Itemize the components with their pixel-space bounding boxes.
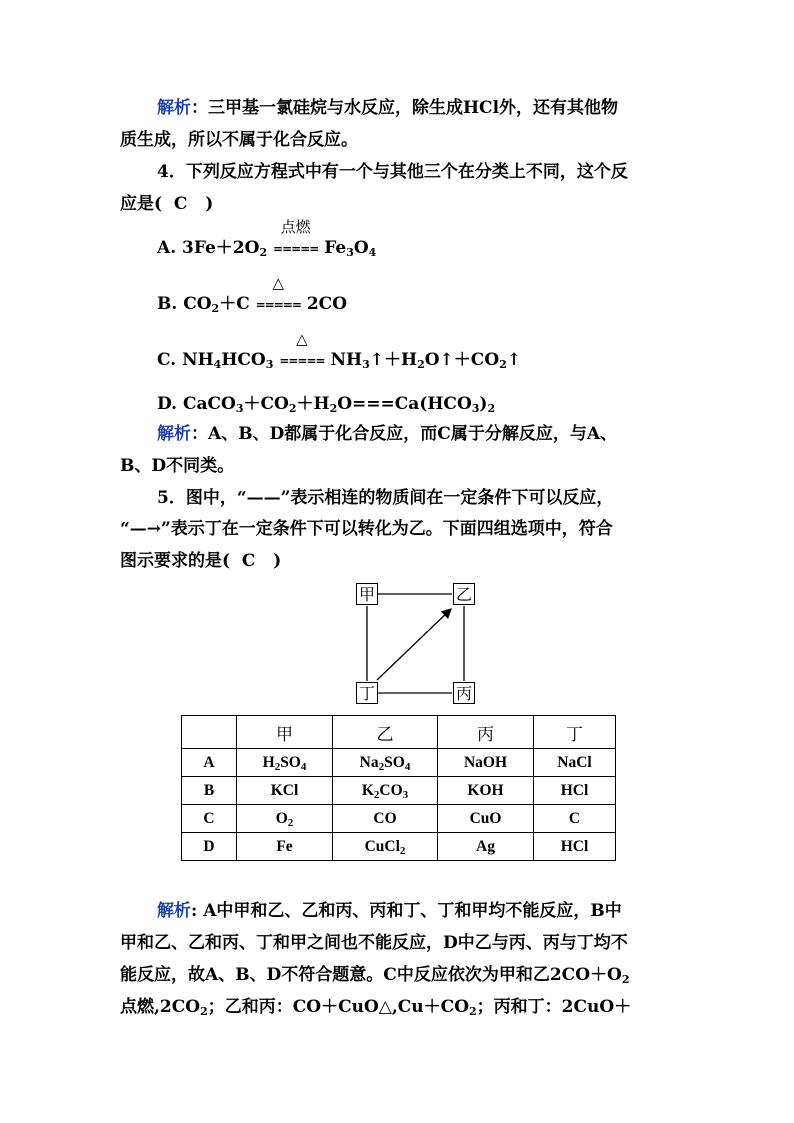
table-header-cell: 甲 (237, 716, 333, 749)
table-row: C $O_2$ CO CuO C (182, 805, 616, 833)
table-header-cell (182, 716, 237, 749)
table-header-cell: 丁 (534, 716, 616, 749)
analysis-label: 解析 (157, 424, 191, 444)
question-5-stem-cont: “—→”表示丁在一定条件下可以转化为乙。下面四组选项中，符合 (120, 519, 613, 539)
table-header-row (182, 716, 616, 749)
question-5-stem-cont2: 图示要求的是( C ) (120, 551, 282, 571)
table-row: A $H_2SO_4$ $Na_2SO_4$ NaOH NaCl (182, 749, 616, 777)
table-header-cell: 丙 (438, 716, 534, 749)
node-ding: 丁 (356, 682, 378, 704)
question-4-stem: 4．下列反应方程式中有一个与其他三个在分类上不同，这个反 (157, 162, 628, 182)
analysis-paragraph-1-cont: 质生成，所以不属于化合反应。 (120, 130, 358, 150)
options-table (181, 715, 616, 861)
table-header-cell: 乙 (333, 716, 438, 749)
analysis-paragraph-2: 解析：A、B、D都属于化合反应，而C属于分解反应，与A、 (157, 424, 618, 444)
option-a: A. $3Fe+2O_2$ 点燃 ===== $Fe_3O_4$ (157, 218, 377, 259)
reaction-condition: △ ===== (279, 330, 325, 368)
analysis-paragraph-3-cont: 甲和乙、乙和丙、丁和甲之间也不能反应，D中乙与丙、丙与丁均不 (120, 933, 628, 953)
analysis-paragraph-2-cont: B、D不同类。 (120, 456, 235, 476)
analysis-paragraph-3-cont2: 能反应，故A、B、D不符合题意。C中反应依次为甲和乙$2CO+O_2$ (120, 965, 630, 986)
reaction-condition: △ ===== (255, 274, 301, 312)
node-jia: 甲 (356, 583, 378, 605)
analysis-label: 解析 (157, 98, 191, 118)
question-5-answer: C (241, 551, 256, 571)
analysis-paragraph-3-cont3: 点燃$,2CO_2$；乙和丙：$CO+CuO\triangle,Cu+CO_2$；丙和丁：2CuO＋ (120, 997, 632, 1018)
table-row: D Fe CuCl$_2$ Ag HCl (182, 833, 616, 861)
question-4-answer: C (173, 194, 188, 214)
reaction-condition: 点燃 ===== (273, 218, 319, 256)
option-b: B. $CO_2+C$ △ ===== 2CO (157, 274, 348, 315)
analysis-paragraph-3: 解析: A中甲和乙、乙和丙、丙和丁、丁和甲均不能反应，B中 (157, 901, 622, 921)
table-row: B KCl $K_2CO_3$ KOH HCl (182, 777, 616, 805)
node-yi: 乙 (453, 583, 475, 605)
node-bing: 丙 (453, 682, 475, 704)
question-4-stem-cont: 应是( C ) (120, 194, 214, 214)
option-c: C. $NH_4HCO_3$ △ ===== $NH_3↑+H_2O↑+CO_2↑$ (157, 330, 522, 371)
relation-diagram (353, 580, 478, 706)
arrow-ding-to-yi (377, 609, 451, 680)
analysis-label: 解析 (157, 901, 191, 921)
option-d: D. $CaCO_3+CO_2+H_2O===Ca(HCO_3)_2$ (157, 394, 496, 415)
question-5-stem: 5．图中，“——”表示相连的物质间在一定条件下可以反应， (157, 488, 614, 508)
analysis-paragraph-1: 解析：三甲基一氯硅烷与水反应，除生成HCl外，还有其他物 (157, 98, 619, 118)
